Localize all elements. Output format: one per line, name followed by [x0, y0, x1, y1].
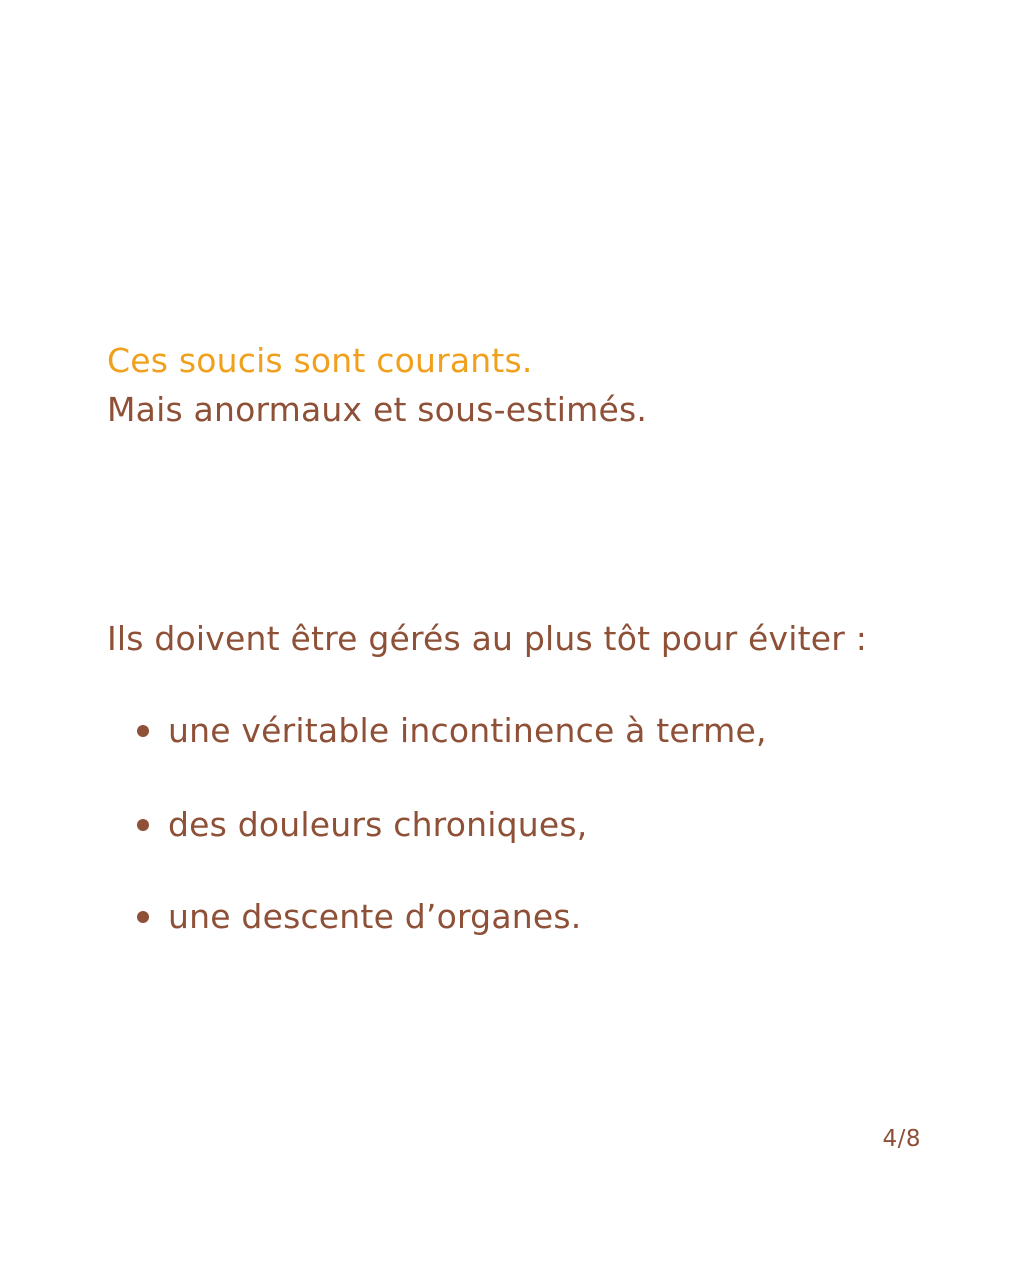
- list-item-text: une véritable incontinence à terme,: [168, 711, 767, 750]
- intro-block: [107, 336, 967, 434]
- bullet-dot-icon: [137, 911, 149, 923]
- page-number: 4/8: [882, 1126, 921, 1152]
- list-item-text: une descente d’organes.: [168, 897, 582, 936]
- highlight-heading: Ces soucis sont courants.: [107, 341, 533, 380]
- subheading: Mais anormaux et sous-estimés.: [107, 390, 648, 429]
- list-item: [135, 707, 995, 755]
- bullet-dot-icon: [137, 819, 149, 831]
- lead-sentence: Ils doivent être gérés au plus tôt pour éviter :: [107, 619, 868, 658]
- bullet-dot-icon: [137, 725, 149, 737]
- list-item: [135, 801, 995, 849]
- list-item-text: des douleurs chroniques,: [168, 805, 588, 844]
- list-item: [135, 893, 995, 941]
